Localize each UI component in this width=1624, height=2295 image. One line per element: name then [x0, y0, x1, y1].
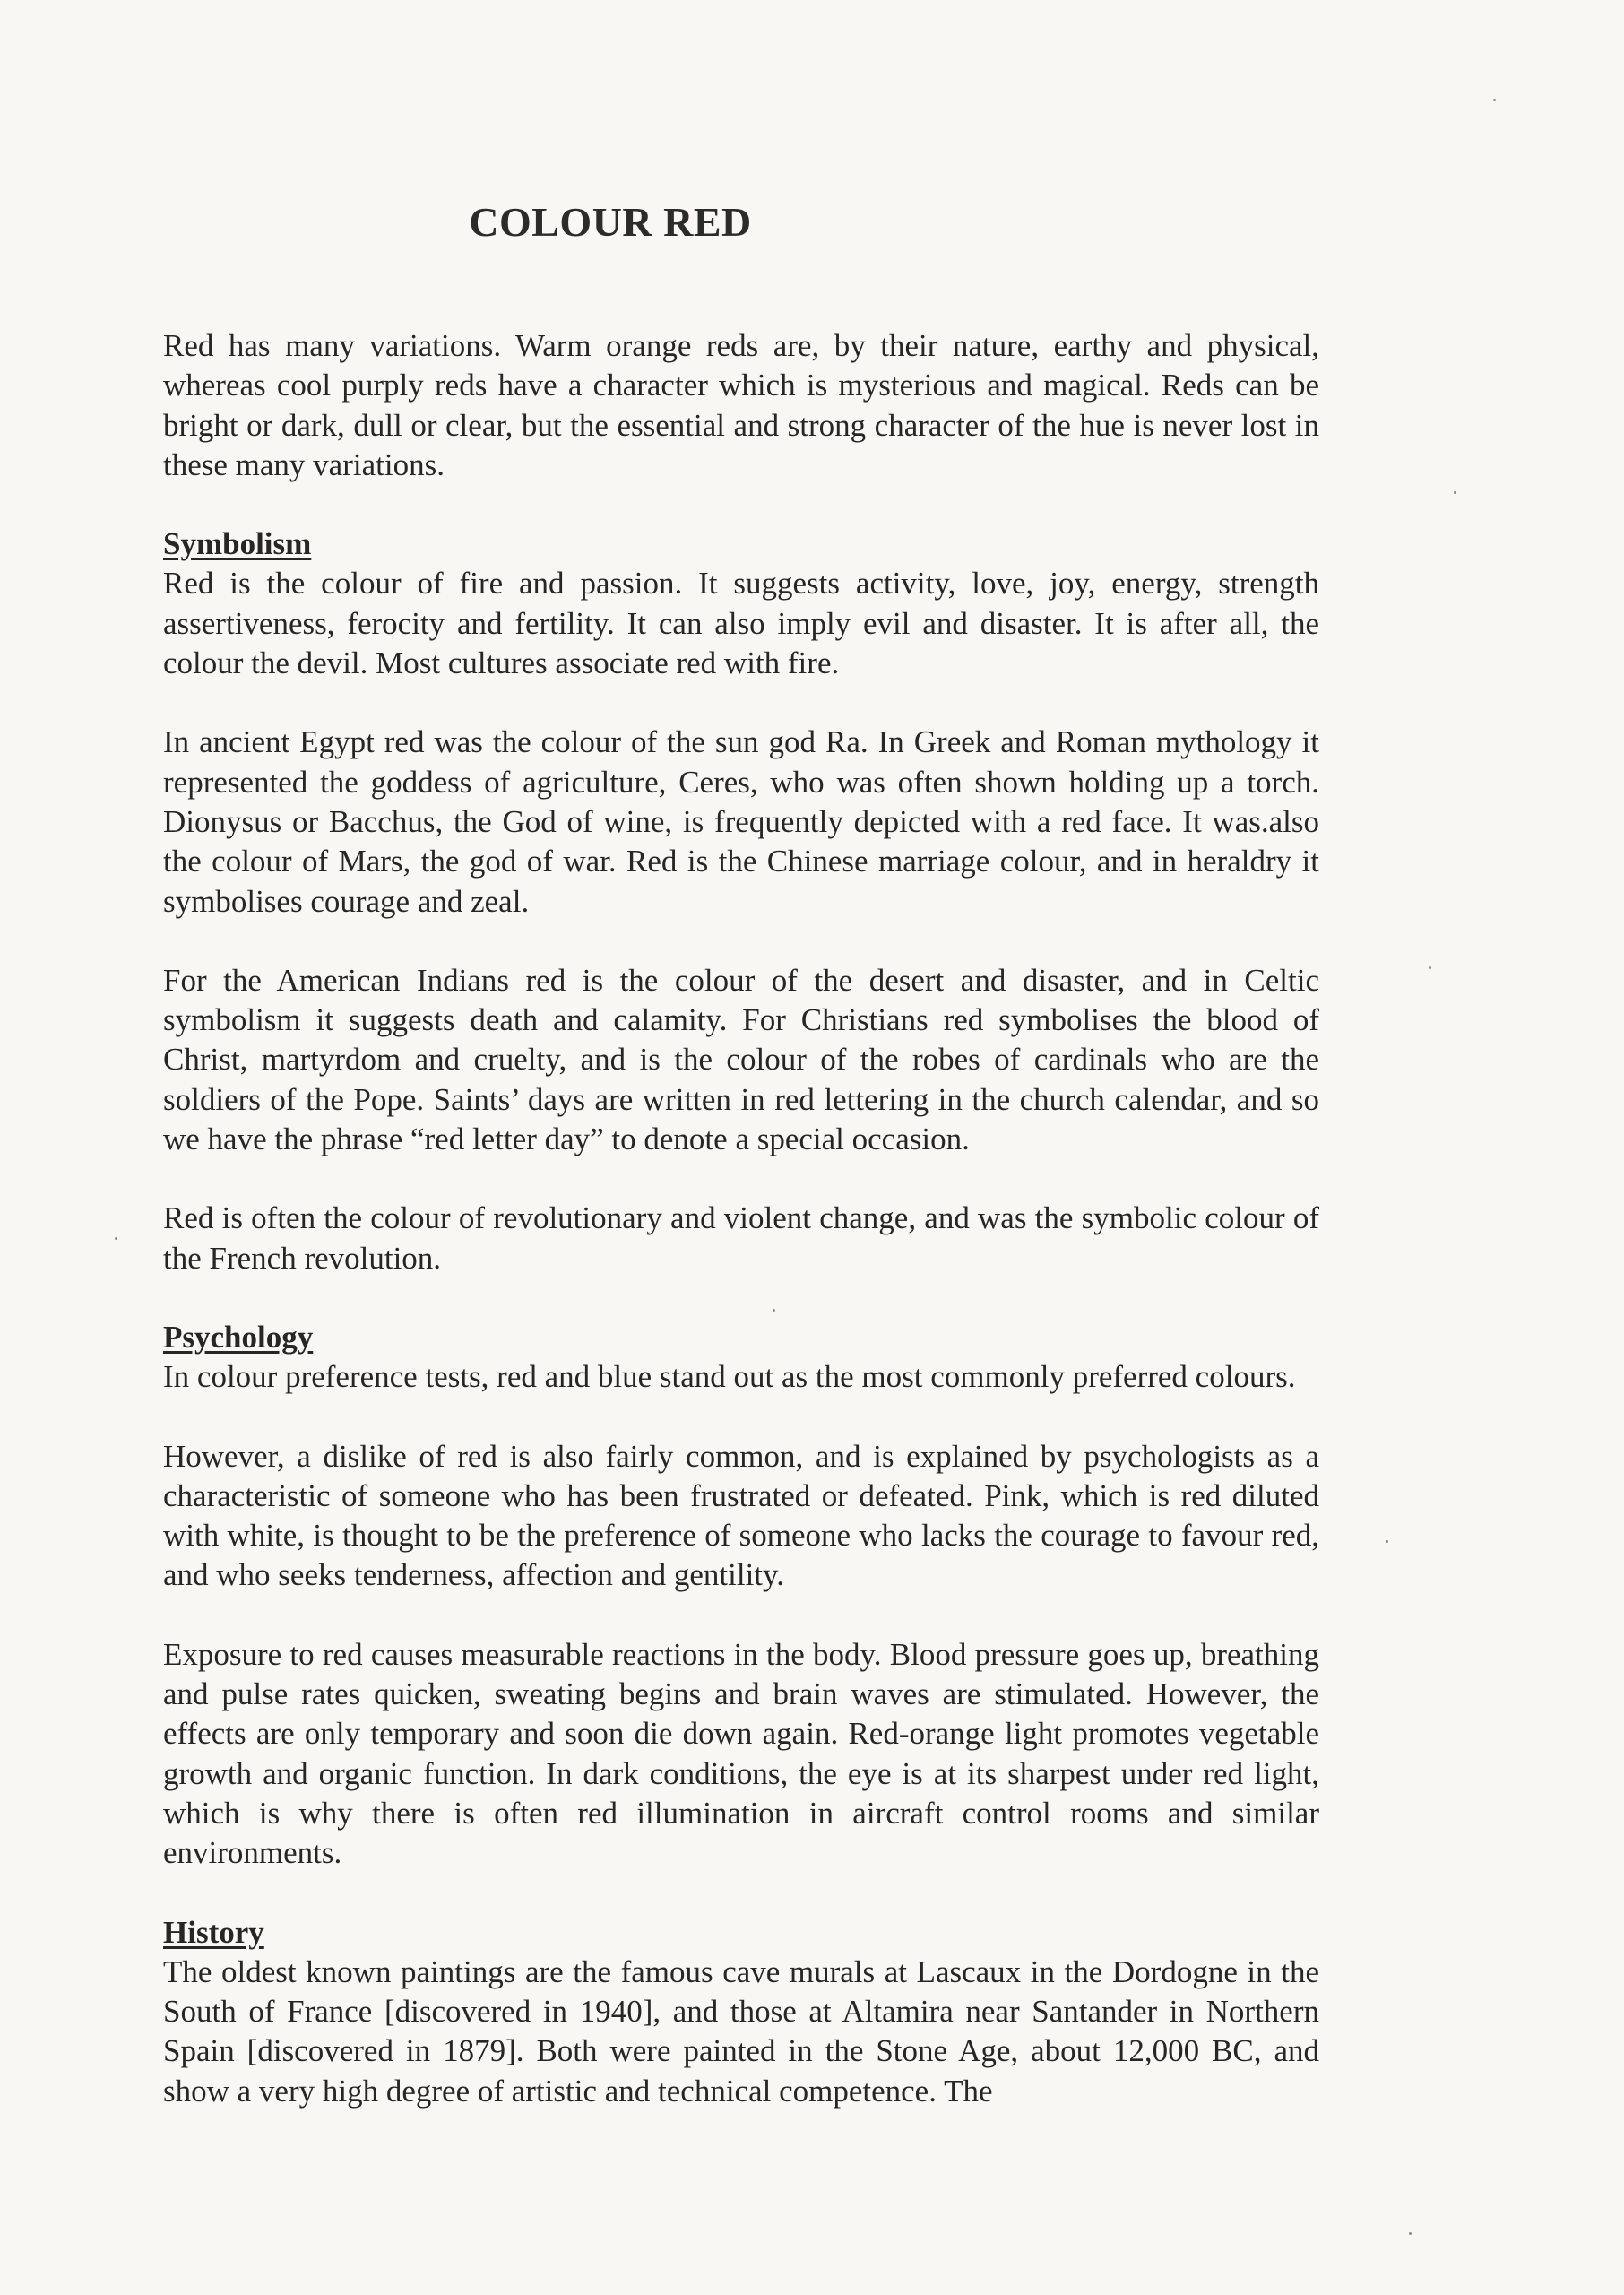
scan-speck — [1454, 491, 1456, 494]
section-heading-symbolism: Symbolism — [163, 526, 312, 562]
scan-speck — [1429, 966, 1431, 969]
symbolism-paragraph-3: For the American Indians red is the colour of the desert and disaster, and in Celtic symbolism it suggests death and calamity. For Christians red symbolises the blood of Christ, martyrdom and cruelty, and is the colour of the robes of cardinals who are the soldiers of the Pope. Saints’ days are written in red lettering in the church calendar, and so we have the phrase “red letter day” to denote a special occasion. — [163, 962, 1319, 1157]
intro-paragraph: Red has many variations. Warm orange reds are, by their nature, earthy and physical, whereas cool purply reds have a character which is mysterious and magical. Reds can be bright or dark, dull or clear, but the essential and strong character of the hue is never lost in these many variations. — [163, 328, 1319, 482]
section-heading-history: History — [163, 1914, 264, 1950]
scan-speck — [1386, 1540, 1388, 1543]
symbolism-paragraph-4: Red is often the colour of revolutionary and violent change, and was the symbolic colour of the French revolution. — [163, 1200, 1319, 1276]
psychology-paragraph-1: In colour preference tests, red and blue stand out as the most commonly preferred colours. — [163, 1359, 1296, 1395]
document-title: COLOUR RED — [469, 199, 752, 245]
history-paragraph-1: The oldest known paintings are the famous cave murals at Lascaux in the Dordogne in the South of France [discovered in 1940], and those at Altamira near Santander in Northern Spain [discovered in 1879]. Both were painted in the Stone Age, about 12,000 BC, and show a very high degree of artistic and technical competence. The — [163, 1953, 1319, 2109]
scan-speck — [773, 1309, 775, 1312]
symbolism-paragraph-2: In ancient Egypt red was the colour of the sun god Ra. In Greek and Roman mythology it represented the goddess of agriculture, Ceres, who was often shown holding up a torch. Dionysus or Bacchus, the God of wine, is frequently depicted with a red face. It was.also the colour of Mars, the god of war. Red is the Chinese marriage colour, and in heraldry it symbolises courage and zeal. — [163, 724, 1319, 919]
scan-speck — [115, 1237, 117, 1240]
symbolism-paragraph-1: Red is the colour of fire and passion. It suggests activity, love, joy, energy, strength assertiveness, ferocity and fertility. It can also imply evil and disaster. It is after all, the colour the devil. Most cultures associate red with fire. — [163, 566, 1319, 681]
document-body — [163, 326, 1319, 2111]
section-heading-psychology: Psychology — [163, 1319, 314, 1355]
scan-speck — [1409, 2232, 1412, 2235]
psychology-paragraph-2: However, a dislike of red is also fairly common, and is explained by psychologists as a characteristic of someone who has been frustrated or defeated. Pink, which is red diluted with white, is thought to be the preference of someone who lacks the courage to favour red, and who seeks tenderness, affection and gentility. — [163, 1438, 1319, 1593]
scan-speck — [1493, 99, 1496, 101]
psychology-paragraph-3: Exposure to red causes measurable reactions in the body. Blood pressure goes up, breathing and pulse rates quicken, sweating begins and brain waves are stimulated. However, the effects are only temporary and soon die down again. Red-orange light promotes vegetable growth and organic function. In dark conditions, the eye is at its sharpest under red light, which is why there is often red illumination in aircraft control rooms and similar environments. — [163, 1636, 1319, 1871]
